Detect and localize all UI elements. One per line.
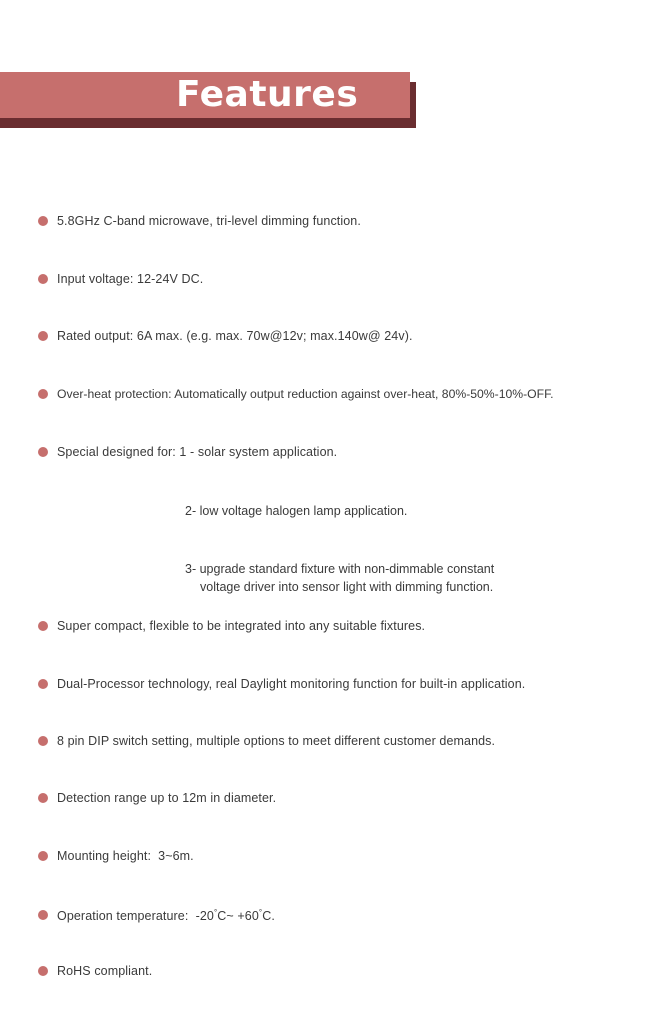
feature-item [38,790,276,806]
feature-text: Detection range up to 12m in diameter. [57,791,277,805]
degree-sign: ° [258,908,263,917]
temperature-separator: ~ + [226,909,245,923]
temperature-unit: C [217,909,227,923]
special-sub-text-continued: voltage driver into sensor light with dimming function. [200,580,494,594]
special-sub-text: 2- low voltage halogen lamp application. [185,504,408,518]
feature-text: 5.8GHz C-band microwave, tri-level dimming function. [57,214,361,228]
feature-text: Special designed for: 1 - solar system application. [57,445,338,459]
special-sub-text: 3- upgrade standard fixture with non-dimmable constant [185,562,495,576]
feature-item [38,386,554,402]
feature-text: Over-heat protection: Automatically output reduction against over-heat, 80%-50%-10%-OFF. [57,387,554,401]
bullet-icon [38,274,48,284]
feature-text: Input voltage: 12-24V DC. [57,272,204,286]
feature-item [38,848,194,864]
page-title: Features [176,74,359,115]
degree-sign: ° [213,908,218,917]
bullet-icon [38,389,48,399]
temperature-high: 60 [244,909,259,923]
feature-item [38,328,413,344]
features-banner [0,72,410,118]
special-sub-item [185,502,407,520]
feature-text: Super compact, flexible to be integrated into any suitable fixtures. [57,619,426,633]
temperature-label: Operation temperature: [57,909,196,923]
feature-text-temperature [57,905,275,924]
feature-item [38,271,203,287]
feature-item [38,676,525,692]
temperature-low: -20 [195,909,214,923]
feature-item [38,733,495,749]
bullet-icon [38,679,48,689]
bullet-icon [38,966,48,976]
bullet-icon [38,216,48,226]
bullet-icon [38,736,48,746]
feature-text: Rated output: 6A max. (e.g. max. 70w@12v; max.140w@ 24v). [57,329,413,343]
temperature-end: . [271,909,275,923]
special-sub-item [185,560,494,596]
bullet-icon [38,910,48,920]
bullet-icon [38,851,48,861]
feature-item [38,963,152,979]
bullet-icon [38,331,48,341]
feature-text: Dual-Processor technology, real Daylight monitoring function for built-in application. [57,677,526,691]
feature-item [38,444,337,460]
bullet-icon [38,621,48,631]
temperature-unit: C [262,909,272,923]
feature-item [38,213,361,229]
feature-text: 8 pin DIP switch setting, multiple options to meet different customer demands. [57,734,496,748]
bullet-icon [38,447,48,457]
feature-item [38,618,425,634]
bullet-icon [38,793,48,803]
feature-text: Mounting height: 3~6m. [57,849,194,863]
feature-text: RoHS compliant. [57,964,153,978]
feature-item [38,905,275,924]
